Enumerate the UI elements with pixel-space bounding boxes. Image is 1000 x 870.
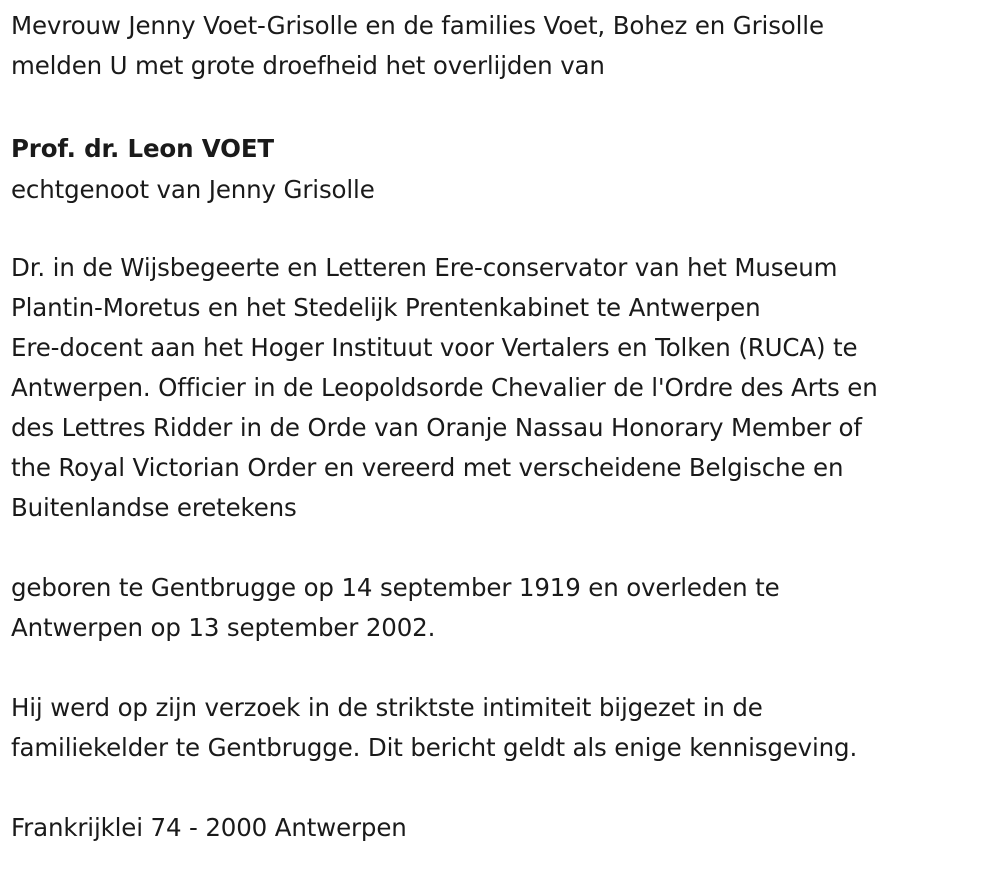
intro-line-2: melden U met grote droefheid het overlijden van (11, 51, 605, 80)
spacer (11, 648, 991, 688)
spacer (11, 528, 991, 568)
deceased-name: Prof. dr. Leon VOET (11, 134, 274, 163)
intro-line-1: Mevrouw Jenny Voet-Grisolle en de families Voet, Bohez en Grisolle (11, 11, 824, 40)
dates-line-2: Antwerpen op 13 september 2002. (11, 613, 436, 642)
titles-paragraph (11, 248, 991, 528)
deceased-relation: echtgenoot van Jenny Grisolle (11, 175, 375, 204)
titles-line: Buitenlandse eretekens (11, 493, 297, 522)
spacer (11, 768, 991, 808)
titles-line: Dr. in de Wijsbegeerte en Letteren Ere-conservator van het Museum (11, 253, 838, 282)
titles-line: des Lettres Ridder in de Orde van Oranje Nassau Honorary Member of (11, 413, 862, 442)
titles-line: the Royal Victorian Order en vereerd met verscheidene Belgische en (11, 453, 844, 482)
titles-line: Antwerpen. Officier in de Leopoldsorde Chevalier de l'Ordre des Arts en (11, 373, 878, 402)
death-notice (11, 6, 991, 848)
address: Frankrijklei 74 - 2000 Antwerpen (11, 813, 407, 842)
titles-line: Plantin-Moretus en het Stedelijk Prentenkabinet te Antwerpen (11, 293, 761, 322)
titles-line: Ere-docent aan het Hoger Instituut voor Vertalers en Tolken (RUCA) te (11, 333, 858, 362)
burial-line-2: familiekelder te Gentbrugge. Dit bericht geldt als enige kennisgeving. (11, 733, 858, 762)
spacer (11, 86, 991, 126)
spacer (11, 208, 991, 248)
dates-line-1: geboren te Gentbrugge op 14 september 1919 en overleden te (11, 573, 780, 602)
burial-line-1: Hij werd op zijn verzoek in de striktste intimiteit bijgezet in de (11, 693, 763, 722)
